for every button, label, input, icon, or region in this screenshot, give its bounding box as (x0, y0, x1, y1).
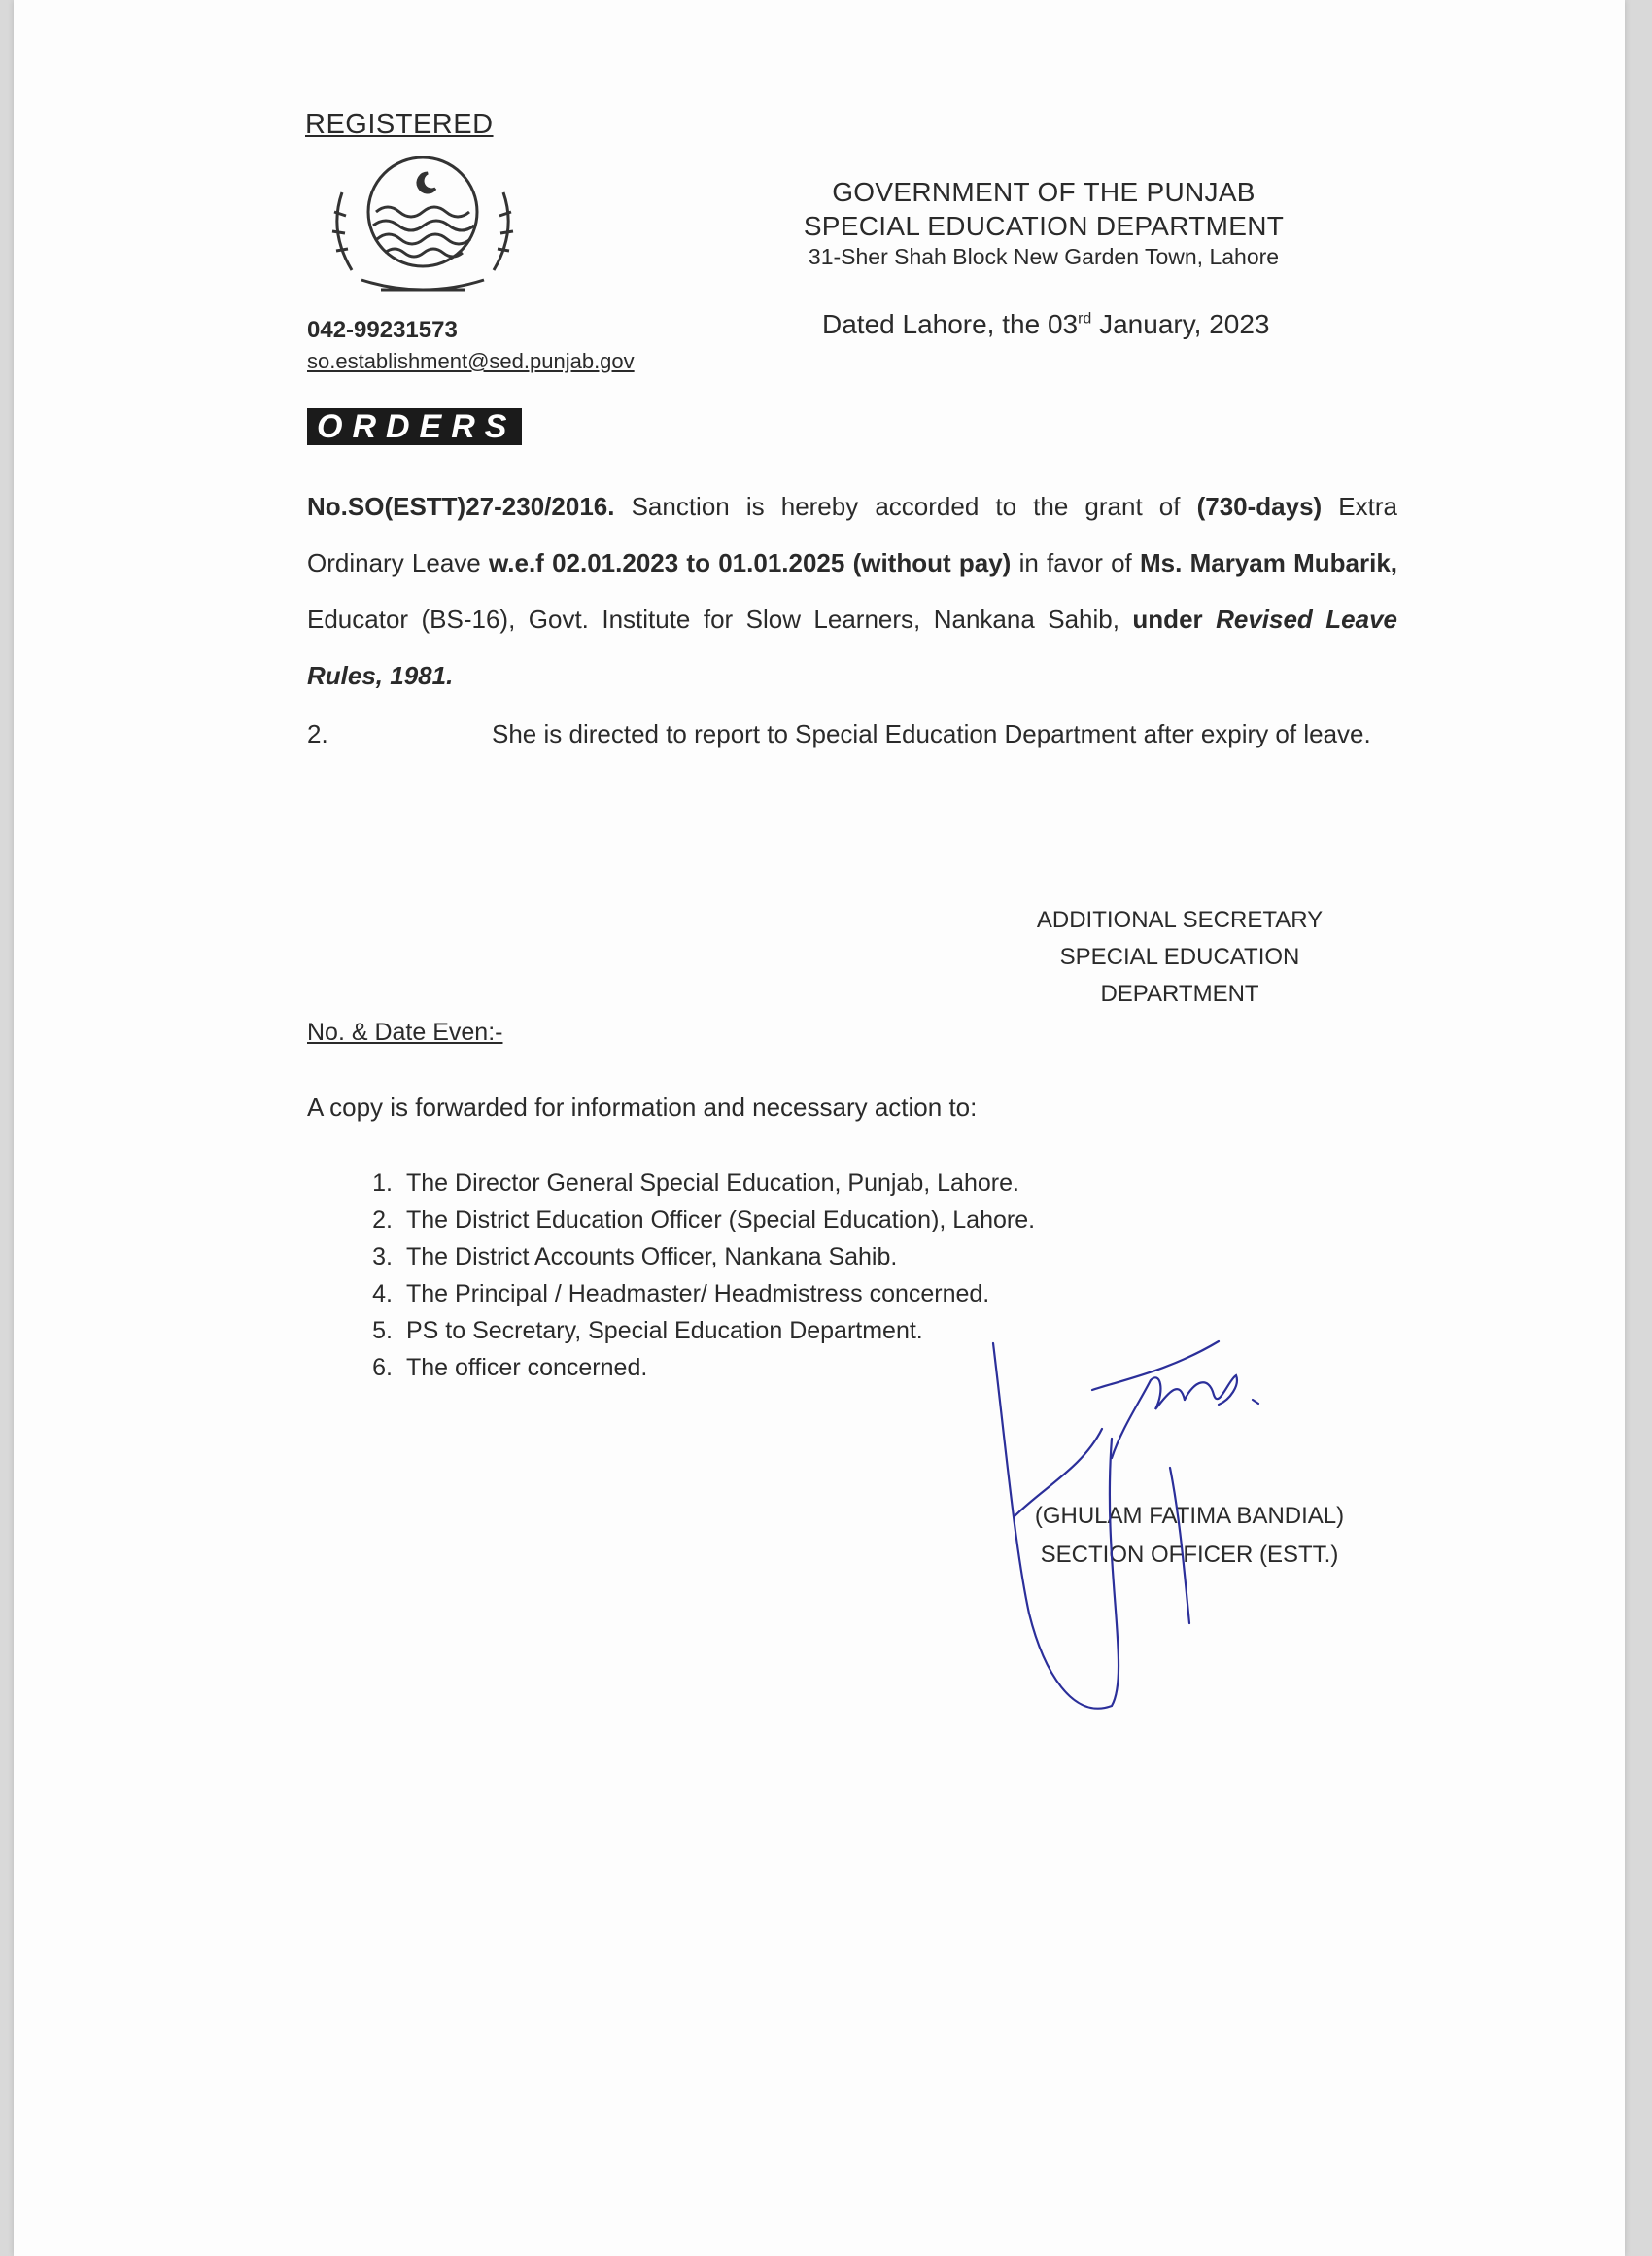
employee-name: Ms. Maryam Mubarik, (1140, 548, 1398, 577)
registered-label: REGISTERED (305, 109, 494, 140)
list-item (344, 1349, 1035, 1386)
body-text-segment: Sanction is hereby accorded to the grant of (614, 492, 1197, 521)
signatory-title (985, 902, 1374, 1013)
officer-name: (GHULAM FATIMA BANDIAL) (1034, 1503, 1345, 1529)
body-text-segment: Extra Ordinary Leave (307, 492, 1397, 577)
paragraph-2-text: She is directed to report to Special Education Department after expiry of leave. (492, 719, 1371, 748)
reference-number: No.SO(ESTT)27-230/2016. (307, 492, 615, 521)
government-title: GOVERNMENT OF THE PUNJAB (832, 177, 1256, 207)
body-text-segment: Educator (BS-16), Govt. Institute for Slow Learners, Nankana Sahib, (307, 605, 1133, 634)
document-page (14, 0, 1625, 2256)
department-header (772, 175, 1316, 270)
dated-superscript: rd (1078, 310, 1092, 328)
list-number: 3. (372, 1243, 393, 1270)
list-item-text: The officer concerned. (406, 1354, 648, 1381)
order-paragraph (307, 478, 1397, 704)
leave-days: (730-days) (1196, 492, 1323, 521)
list-number: 1. (372, 1169, 393, 1197)
list-item (344, 1201, 1035, 1238)
list-item-text: PS to Secretary, Special Education Department. (406, 1317, 923, 1344)
signatory-title-line: SPECIAL EDUCATION (1059, 944, 1300, 970)
copy-forwarded-text: A copy is forwarded for information and necessary action to: (307, 1093, 978, 1122)
phone-number: 042-99231573 (307, 317, 458, 343)
distribution-list (344, 1164, 1035, 1386)
dated-suffix: January, 2023 (1091, 309, 1270, 339)
list-number: 6. (372, 1354, 393, 1381)
signatory-title-line: DEPARTMENT (1100, 981, 1259, 1007)
department-title: SPECIAL EDUCATION DEPARTMENT (803, 211, 1285, 241)
list-item (344, 1275, 1035, 1312)
no-date-even-label: No. & Date Even:- (307, 1019, 503, 1046)
department-address: 31-Sher Shah Block New Garden Town, Lahore (808, 244, 1280, 269)
dated-prefix: Dated Lahore, the 03 (822, 309, 1079, 339)
order-paragraph-2 (307, 706, 1397, 762)
list-item (344, 1164, 1035, 1201)
under-label: under (1132, 605, 1217, 634)
list-number: 5. (372, 1317, 393, 1344)
leave-rules: Revised Leave Rules, 1981. (307, 605, 1397, 690)
list-item-text: The Principal / Headmaster/ Headmistress concerned. (406, 1280, 990, 1307)
officer-designation: SECTION OFFICER (ESTT.) (1040, 1542, 1339, 1568)
list-number: 4. (372, 1280, 393, 1307)
list-number: 2. (372, 1206, 393, 1233)
orders-heading: ORDERS (307, 408, 522, 445)
list-item (344, 1238, 1035, 1275)
handwritten-signature (976, 1322, 1287, 1720)
dated-line (822, 309, 1270, 340)
leave-period: w.e.f 02.01.2023 to 01.01.2025 (without pay) (489, 548, 1012, 577)
list-item-text: The District Accounts Officer, Nankana Sahib. (406, 1243, 898, 1270)
paragraph-number: 2. (307, 719, 328, 748)
list-item-text: The District Education Officer (Special Education), Lahore. (406, 1206, 1036, 1233)
punjab-government-emblem-icon (323, 154, 523, 299)
list-item (344, 1312, 1035, 1349)
signatory-title-line: ADDITIONAL SECRETARY (1036, 907, 1324, 933)
list-item-text: The Director General Special Education, Punjab, Lahore. (406, 1169, 1019, 1197)
body-text-segment: in favor of (1011, 548, 1141, 577)
email-address: so.establishment@sed.punjab.gov (307, 349, 635, 373)
